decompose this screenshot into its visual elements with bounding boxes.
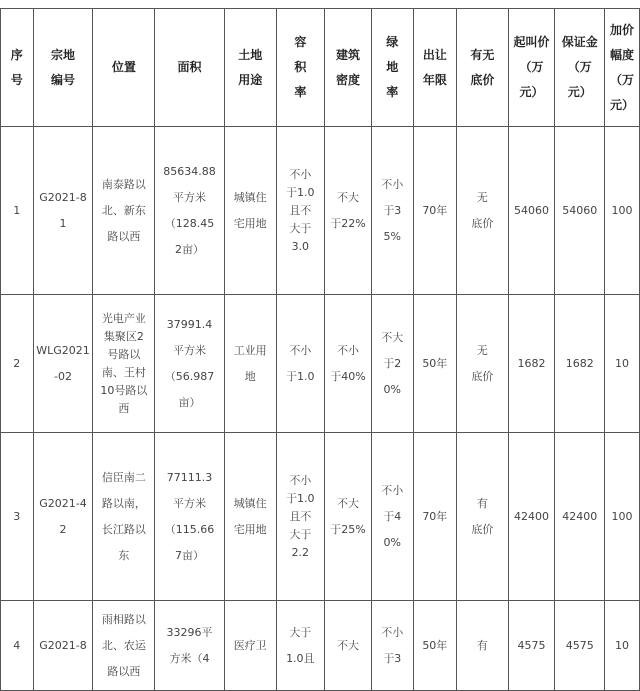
starting-price-cell: 4575 — [508, 601, 555, 691]
land-use-cell — [224, 127, 276, 295]
header-label: 元） — [519, 85, 544, 99]
green-ratio-text: 5% — [383, 229, 401, 243]
floor-area-ratio-text: 1.0且 — [286, 651, 315, 665]
area-text: 2亩） — [175, 242, 205, 256]
building-density-text: 于25% — [330, 522, 366, 536]
floor-area-ratio-text: 3.0 — [291, 239, 310, 253]
green-ratio-cell — [371, 433, 413, 601]
table-row — [1, 127, 640, 295]
floor-area-ratio-text: 于1.0 — [286, 185, 315, 199]
header-label: 元） — [567, 85, 592, 99]
location-text: 东 — [118, 548, 130, 562]
area-text: （115.66 — [164, 522, 215, 536]
table-row — [1, 433, 640, 601]
green-ratio-text: 不大 — [381, 330, 404, 344]
row-number-cell: 3 — [1, 433, 34, 601]
header-cell — [555, 9, 605, 127]
header-label: 积 — [294, 60, 307, 74]
parcel-id-text: WLG2021 — [36, 343, 90, 357]
area-cell — [155, 295, 225, 433]
land-use-text: 宅用地 — [233, 522, 267, 536]
header-label: 容 — [294, 35, 307, 49]
area-cell — [155, 127, 225, 295]
reserve-price-cell — [457, 295, 508, 433]
parcel-id-cell — [33, 127, 93, 295]
land-use-text: 城镇住 — [233, 190, 267, 204]
reserve-price-text: 底价 — [471, 216, 494, 230]
floor-area-ratio-cell — [276, 601, 325, 691]
land-use-text: 工业用 — [233, 343, 267, 357]
green-ratio-text: 不小 — [381, 483, 404, 497]
header-label: 元） — [610, 97, 635, 112]
reserve-price-text: 无 — [476, 343, 488, 357]
header-cell — [605, 9, 640, 127]
floor-area-ratio-cell — [276, 433, 325, 601]
parcel-id-text: G2021-4 — [39, 496, 87, 510]
floor-area-ratio-text: 大于 — [289, 527, 312, 541]
building-density-text: 不大 — [337, 496, 360, 510]
header-cell — [1, 9, 34, 127]
building-density-cell — [325, 127, 372, 295]
reserve-price-cell — [457, 433, 508, 601]
row-number-cell: 4 — [1, 601, 34, 691]
parcel-id-text: 2 — [59, 522, 67, 536]
area-text: 方米（4 — [169, 651, 210, 665]
header-label: 率 — [386, 85, 399, 99]
bid-increment-cell: 100 — [605, 127, 640, 295]
building-density-text: 于40% — [330, 369, 366, 383]
location-cell — [93, 295, 155, 433]
floor-area-ratio-cell — [276, 127, 325, 295]
area-text: 平方米 — [173, 496, 207, 510]
lease-term-cell: 70年 — [413, 433, 457, 601]
location-text: 信臣南二 — [101, 470, 146, 484]
bid-increment-cell: 10 — [605, 295, 640, 433]
row-number-cell: 2 — [1, 295, 34, 433]
header-cell — [224, 9, 276, 127]
reserve-price-text: 无 — [476, 190, 488, 204]
floor-area-ratio-text: 且不 — [289, 509, 312, 523]
reserve-price-text: 底价 — [471, 369, 494, 383]
starting-price-cell: 42400 — [508, 433, 555, 601]
building-density-cell — [325, 433, 372, 601]
deposit-cell: 54060 — [555, 127, 605, 295]
green-ratio-text: 于4 — [383, 509, 402, 523]
green-ratio-text: 于3 — [383, 203, 402, 217]
header-label: 有无 — [470, 47, 495, 62]
bid-increment-cell: 100 — [605, 433, 640, 601]
table-row — [1, 601, 640, 691]
area-text: 33296平 — [166, 625, 213, 639]
header-label: 用途 — [238, 72, 263, 87]
bid-increment-cell: 10 — [605, 601, 640, 691]
green-ratio-text: 不小 — [381, 625, 404, 639]
floor-area-ratio-text: 不小 — [289, 473, 312, 487]
green-ratio-cell — [371, 295, 413, 433]
location-text: 南、王村 — [101, 365, 146, 379]
reserve-price-cell — [457, 127, 508, 295]
header-label: 建筑 — [336, 47, 361, 62]
deposit-cell: 42400 — [555, 433, 605, 601]
green-ratio-text: 0% — [383, 535, 401, 549]
header-label: 出让 — [422, 47, 447, 62]
floor-area-ratio-text: 不小 — [289, 167, 312, 181]
header-label: 地 — [386, 60, 399, 74]
floor-area-ratio-text: 大于 — [289, 625, 312, 639]
floor-area-ratio-text: 不小 — [289, 343, 312, 357]
lease-term-cell: 50年 — [413, 601, 457, 691]
header-cell — [371, 9, 413, 127]
floor-area-ratio-text: 于1.0 — [286, 491, 315, 505]
floor-area-ratio-cell — [276, 295, 325, 433]
building-density-cell — [325, 601, 372, 691]
location-text: 光电产业 — [101, 311, 146, 325]
green-ratio-cell — [371, 127, 413, 295]
header-cell — [413, 9, 457, 127]
green-ratio-cell — [371, 601, 413, 691]
building-density-text: 不小 — [337, 343, 360, 357]
location-text: 路以南， — [101, 496, 146, 510]
parcel-id-cell — [33, 601, 93, 691]
land-use-text: 城镇住 — [233, 496, 267, 510]
parcel-id-text: 1 — [59, 216, 67, 230]
deposit-cell: 4575 — [555, 601, 605, 691]
area-text: 85634.88 — [163, 164, 216, 178]
location-text: 北、新东 — [101, 203, 146, 217]
reserve-price-text: 有 — [476, 638, 488, 652]
header-cell — [457, 9, 508, 127]
location-text: 路以西 — [107, 664, 141, 678]
header-label: 面积 — [177, 60, 202, 74]
floor-area-ratio-text: 且不 — [289, 203, 312, 217]
land-use-cell — [224, 601, 276, 691]
green-ratio-text: 于3 — [383, 651, 402, 665]
land-use-text: 地 — [244, 369, 256, 383]
table-row — [1, 295, 640, 433]
reserve-price-cell — [457, 601, 508, 691]
building-density-text: 不大 — [337, 638, 360, 652]
area-cell — [155, 601, 225, 691]
header-label: 号 — [10, 72, 23, 87]
parcel-id-text: G2021-8 — [39, 638, 87, 652]
area-text: 平方米 — [173, 343, 207, 357]
area-text: 77111.3 — [166, 470, 213, 484]
header-row — [1, 9, 640, 127]
location-text: 路以西 — [107, 229, 141, 243]
location-text: 号路以 — [107, 347, 141, 361]
location-text: 西 — [118, 401, 130, 415]
area-text: 平方米 — [173, 190, 207, 204]
reserve-price-text: 有 — [476, 496, 488, 510]
floor-area-ratio-text: 大于 — [289, 221, 312, 235]
header-label: 密度 — [336, 72, 361, 87]
location-text: 长江路以 — [101, 522, 146, 536]
green-ratio-text: 不小 — [381, 177, 404, 191]
header-label: 底价 — [470, 72, 495, 87]
header-label: 起叫价 — [513, 35, 550, 49]
area-text: 7亩） — [175, 548, 205, 562]
land-use-text: 宅用地 — [233, 216, 267, 230]
area-cell — [155, 433, 225, 601]
area-text: （128.45 — [164, 216, 215, 230]
location-text: 雨相路以 — [101, 612, 146, 626]
land-use-cell — [224, 295, 276, 433]
header-label: 年限 — [422, 72, 447, 87]
deposit-cell: 1682 — [555, 295, 605, 433]
row-number-cell: 1 — [1, 127, 34, 295]
green-ratio-text: 于2 — [383, 356, 402, 370]
lease-term-cell: 70年 — [413, 127, 457, 295]
header-label: （万 — [519, 60, 544, 74]
parcel-id-cell — [33, 295, 93, 433]
location-cell — [93, 127, 155, 295]
header-label: 编号 — [51, 72, 76, 87]
area-text: 37991.4 — [166, 317, 213, 331]
location-cell — [93, 433, 155, 601]
header-label: 土地 — [238, 47, 263, 62]
header-cell — [508, 9, 555, 127]
header-cell — [325, 9, 372, 127]
building-density-cell — [325, 295, 372, 433]
header-label: （万 — [567, 60, 592, 74]
location-text: 北、农运 — [101, 638, 146, 652]
land-parcel-table — [0, 8, 640, 691]
land-use-text: 医疗卫 — [233, 638, 267, 652]
floor-area-ratio-text: 于1.0 — [286, 369, 315, 383]
header-label: 幅度 — [610, 47, 635, 62]
reserve-price-text: 底价 — [471, 522, 494, 536]
land-use-cell — [224, 433, 276, 601]
starting-price-cell: 1682 — [508, 295, 555, 433]
header-label: 位置 — [111, 60, 136, 74]
header-label: 保证金 — [561, 35, 598, 49]
header-cell — [155, 9, 225, 127]
location-cell — [93, 601, 155, 691]
header-label: （万 — [610, 72, 635, 87]
header-label: 率 — [294, 85, 307, 99]
lease-term-cell: 50年 — [413, 295, 457, 433]
header-cell — [93, 9, 155, 127]
header-label: 宗地 — [51, 47, 76, 62]
header-cell — [33, 9, 93, 127]
header-cell — [276, 9, 325, 127]
parcel-id-text: -02 — [54, 369, 73, 383]
area-text: （56.987 — [164, 369, 215, 383]
area-text: 亩） — [178, 395, 201, 409]
floor-area-ratio-text: 2.2 — [291, 545, 310, 559]
building-density-text: 不大 — [337, 190, 360, 204]
building-density-text: 于22% — [330, 216, 366, 230]
location-text: 集聚区2 — [103, 329, 144, 343]
location-text: 南泰路以 — [101, 177, 146, 191]
location-text: 10号路以 — [100, 383, 148, 397]
parcel-id-text: G2021-8 — [39, 190, 87, 204]
green-ratio-text: 0% — [383, 382, 401, 396]
starting-price-cell: 54060 — [508, 127, 555, 295]
parcel-id-cell — [33, 433, 93, 601]
header-label: 绿 — [386, 35, 399, 49]
header-label: 序 — [10, 47, 23, 62]
header-label: 加价 — [610, 22, 635, 37]
